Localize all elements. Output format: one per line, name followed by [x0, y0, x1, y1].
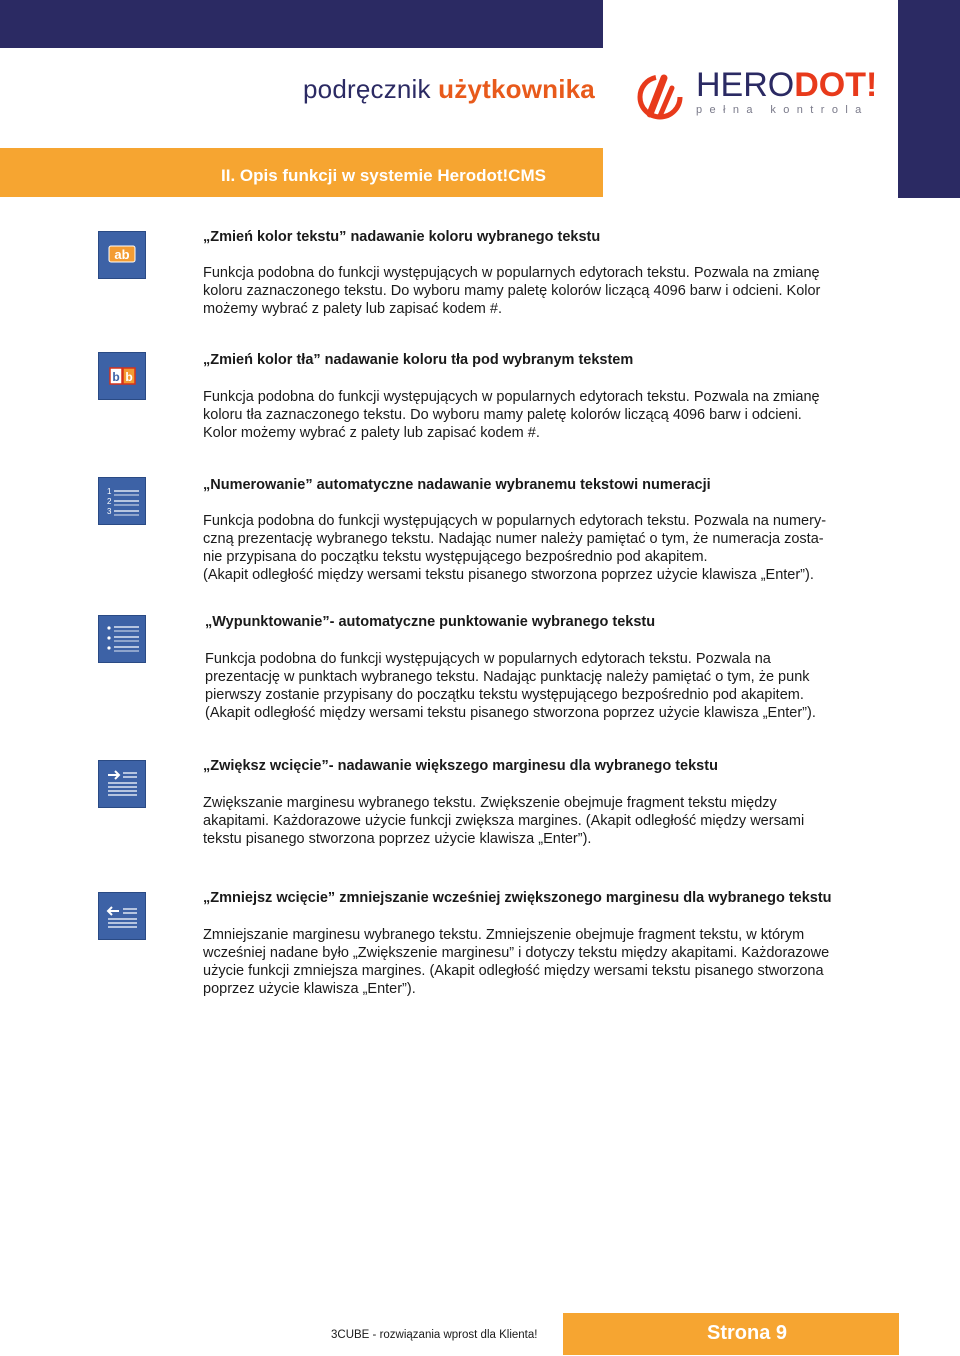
body-line: Funkcja podobna do funkcji występujących w popularnych edytorach tekstu. Pozwala na zmianę [203, 265, 820, 281]
right-corner-stripe [898, 0, 960, 198]
body-line: Zwiększanie marginesu wybranego tekstu. Zwiększenie obejmuje fragment tekstu między [203, 795, 777, 811]
document-title-light: podręcznik [303, 74, 439, 104]
document-title [303, 74, 595, 105]
svg-text:1: 1 [107, 487, 112, 496]
logo-tagline: pełna kontrola [696, 104, 869, 116]
logo-wordmark-accent: DOT! [794, 66, 878, 104]
footer-tagline: 3CUBE - rozwiązania wprost dla Klienta! [331, 1329, 538, 1341]
herodot-logo [634, 66, 878, 124]
body-line: prezentację w punktach wybranego tekstu. Nadając punktację należy pamiętać o tym, że punk [205, 669, 810, 685]
body-line: nie przypisana do początku tekstu występującego bezpośrednio pod akapitem. [203, 549, 708, 565]
indent-decrease-icon [98, 892, 146, 940]
body-line: (Akapit odległość między wersami tekstu pisanego stworzona poprzez użycie klawisza „Enter”). [205, 705, 816, 721]
item-body-background-color [203, 388, 820, 442]
item-heading-indent-decrease: „Zmniejsz wcięcie” zmniejszanie wcześniej zwiększonego marginesu dla wybranego tekstu [203, 890, 832, 906]
background-color-icon [98, 352, 146, 400]
body-line: wcześniej nadane było „Zwiększenie marginesu” i dotyczy tekstu między akapitami. Każdorazowe [203, 945, 830, 961]
body-line: Funkcja podobna do funkcji występujących w popularnych edytorach tekstu. Pozwala na [205, 651, 771, 667]
body-line: Zmniejszanie marginesu wybranego tekstu. Zmniejszenie obejmuje fragment tekstu, w którym [203, 927, 805, 943]
svg-text:ab: ab [114, 247, 130, 262]
indent-increase-icon [98, 760, 146, 808]
body-line: możemy wybrać z palety lub zapisać kodem #. [203, 301, 502, 317]
body-line: pierwszy zostanie przypisany do początku tekstu występującego bezpośrednio pod akapitem. [205, 687, 804, 703]
body-line: tekstu pisanego stworzona poprzez użycie klawisza „Enter”). [203, 831, 592, 847]
numbered-list-icon [98, 477, 146, 525]
text-color-icon [98, 231, 146, 279]
body-line: Funkcja podobna do funkcji występujących w popularnych edytorach tekstu. Pozwala na numery- [203, 513, 827, 529]
body-line: akapitami. Każdorazowe użycie funkcji zwiększa margines. (Akapit odległość między wersami [203, 813, 805, 829]
body-line: poprzez użycie klawisza „Enter”). [203, 981, 416, 997]
logo-mark-icon [634, 72, 686, 122]
item-body-indent-decrease [203, 926, 829, 998]
logo-wordmark-main: HERO [696, 66, 795, 104]
item-body-indent-increase [203, 794, 804, 848]
item-body-bullets [205, 650, 816, 722]
svg-text:b: b [112, 370, 120, 384]
item-heading-indent-increase: „Zwiększ wcięcie”- nadawanie większego marginesu dla wybranego tekstu [203, 758, 718, 774]
item-heading-bullets: „Wypunktowanie”- automatyczne punktowanie wybranego tekstu [205, 614, 656, 630]
svg-text:3: 3 [107, 507, 112, 516]
logo-wordmark [696, 66, 877, 105]
page-number: Strona 9 [707, 1322, 788, 1344]
bullet-list-icon [98, 615, 146, 663]
svg-text:2: 2 [107, 497, 112, 506]
body-line: koloru tła zaznaczonego tekstu. Do wyboru mamy paletę kolorów liczącą 4096 barw i odcieni. [203, 407, 802, 423]
body-line: użycie funkcji zmniejsza margines. (Akapit odległość między wersami tekstu pisanego stworzona [203, 963, 824, 979]
section-title: II. Opis funkcji w systemie Herodot!CMS [221, 166, 546, 185]
top-banner-bar [0, 0, 603, 48]
item-body-text-color [203, 264, 820, 318]
body-line: koloru zaznaczonego tekstu. Do wyboru mamy paletę kolorów liczącą 4096 barw i odcieni. Kolor [203, 283, 821, 299]
item-heading-background-color: „Zmień kolor tła” nadawanie koloru tła pod wybranym tekstem [203, 352, 634, 368]
item-heading-text-color: „Zmień kolor tekstu” nadawanie koloru wybranego tekstu [203, 229, 601, 245]
item-heading-numbering: „Numerowanie” automatyczne nadawanie wybranemu tekstowi numeracji [203, 477, 711, 493]
item-body-numbering [203, 512, 826, 584]
document-title-bold: użytkownika [438, 74, 595, 104]
svg-text:b: b [125, 370, 133, 384]
body-line: Funkcja podobna do funkcji występujących w popularnych edytorach tekstu. Pozwala na zmianę [203, 389, 820, 405]
body-line: (Akapit odległość między wersami tekstu pisanego stworzona poprzez użycie klawisza „Enter”). [203, 567, 814, 583]
body-line: Kolor możemy wybrać z palety lub zapisać kodem #. [203, 425, 540, 441]
body-line: czną prezentację wybranego tekstu. Nadając numer należy pamiętać o tym, że numeracja zosta- [203, 531, 824, 547]
